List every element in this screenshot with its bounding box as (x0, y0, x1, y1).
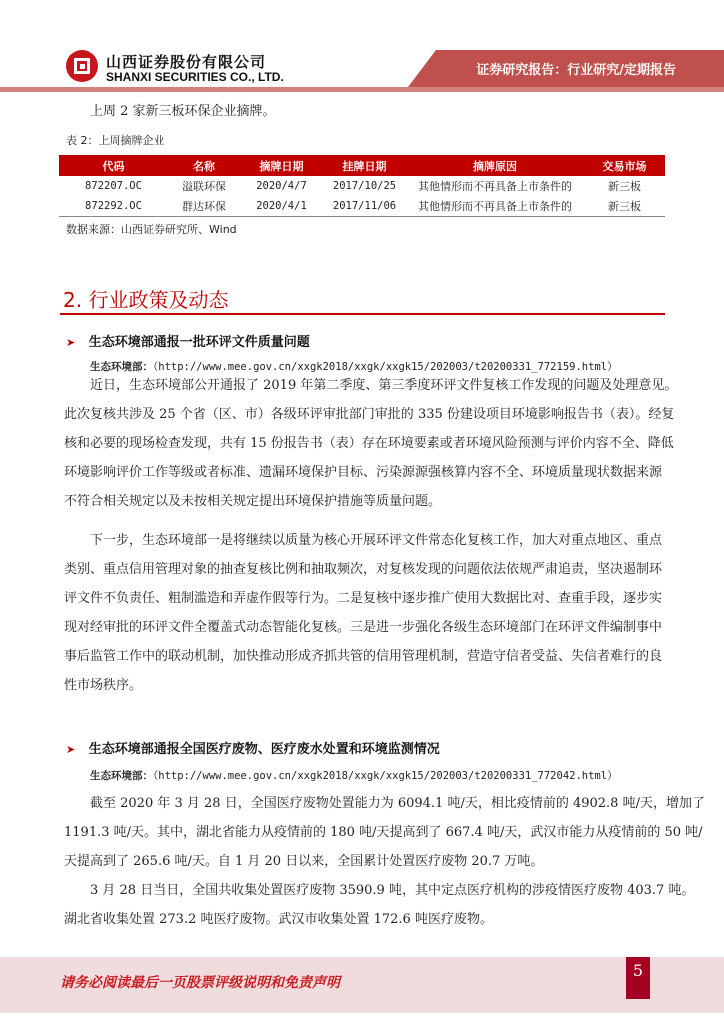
cell-delist-date: 2020/4/7 (256, 180, 307, 192)
news-paragraph (64, 526, 663, 700)
cell-name: 群达环保 (182, 200, 226, 213)
cell-market: 新三板 (608, 180, 641, 193)
arrow-bullet-icon: ➤ (66, 336, 76, 349)
table-row (59, 196, 665, 217)
company-name-en: SHANXI SECURITIES CO., LTD. (106, 70, 284, 84)
paragraph-line: 核和必要的现场检查发现，共有 15 份报告书（表）存在环境要素或者环境风险预测与评价内容不全、降低 (64, 436, 674, 451)
paragraph-line: 环境影响评价工作等级或者标准、遗漏环境保护目标、污染源源强核算内容不全、环境质量现状数据来源 (64, 465, 663, 480)
col-header: 名称 (168, 155, 240, 176)
news-paragraph (64, 789, 705, 876)
paragraph-line: 天提高到了 265.6 吨/天。自 1 月 20 日以来，全国累计处置医疗废物 20.7 万吨。 (64, 854, 544, 869)
cell-code: 872207.OC (85, 180, 142, 192)
intro-text: 上周 2 家新三板环保企业摘牌。 (90, 104, 276, 119)
table-row (59, 176, 665, 196)
col-header: 挂牌日期 (323, 155, 406, 176)
news-item-1-title (66, 331, 310, 350)
cell-delist-date: 2020/4/1 (256, 200, 307, 212)
cell-code: 872292.OC (85, 200, 142, 212)
col-header: 代码 (59, 155, 168, 176)
news-item-2-title (66, 738, 440, 757)
paragraph-line: 事后监管工作中的联动机制，加快推动形成齐抓共管的信用管理机制，营造守信者受益、失信者难行的良 (64, 649, 663, 664)
header-divider (0, 87, 724, 92)
table-header-row (59, 155, 665, 176)
news-paragraph (64, 371, 678, 516)
disclaimer-note: 请务必阅读最后一页股票评级说明和免责声明 (60, 975, 340, 991)
paragraph-line: 近日，生态环境部公开通报了 2019 年第二季度、第三季度环评文件复核工作发现的问题及处理意见。 (90, 378, 678, 393)
news-title: 生态环境部通报一批环评文件质量问题 (88, 335, 310, 350)
section-heading: 2. 行业政策及动态 (63, 288, 229, 312)
news-source (90, 768, 618, 783)
col-header: 摘牌日期 (240, 155, 323, 176)
col-header: 摘牌原因 (406, 155, 584, 176)
table-caption: 表 2：上周摘牌企业 (66, 134, 165, 147)
company-name-cn: 山西证券股份有限公司 (106, 53, 267, 71)
table-source: 数据来源：山西证券研究所、Wind (66, 223, 237, 236)
cell-market: 新三板 (608, 200, 641, 213)
paragraph-line: 现对经审批的环评文件全覆盖式动态智能化复核。三是进一步强化各级生态环境部门在环评文件编制事中 (64, 620, 663, 635)
source-url[interactable]: （http://www.mee.gov.cn/xxgk2018/xxgk/xxgk15/202003/t20200331_772159.html） (153, 361, 618, 373)
paragraph-line: 3 月 28 日当日，全国共收集处置医疗废物 3590.9 吨，其中定点医疗机构的涉疫情医疗废物 403.7 吨。 (90, 883, 695, 898)
news-title: 生态环境部通报全国医疗废物、医疗废水处置和环境监测情况 (88, 742, 440, 757)
paragraph-line: 性市场秩序。 (64, 678, 143, 693)
cell-list-date: 2017/11/06 (332, 200, 397, 212)
cell-name: 溢联环保 (182, 180, 226, 193)
arrow-bullet-icon: ➤ (66, 743, 76, 756)
cell-reason: 其他情形而不再具备上市条件的 (418, 180, 572, 193)
page-number: 5 (626, 957, 650, 999)
paragraph-line: 湖北省收集处置 273.2 吨医疗废物。武汉市收集处置 172.6 吨医疗废物。 (64, 912, 493, 927)
paragraph-line: 1191.3 吨/天。其中，湖北省能力从疫情前的 180 吨/天提高到了 667.4 吨/天，武汉市能力从疫情前的 50 吨/ (64, 825, 703, 840)
paragraph-line: 不符合相关规定以及未按相关规定提出环境保护措施等质量问题。 (64, 494, 442, 509)
section-divider (60, 313, 665, 315)
report-type: 证券研究报告：行业研究/定期报告 (476, 63, 676, 78)
source-label: 生态环境部： (90, 770, 153, 782)
cell-list-date: 2017/10/25 (332, 180, 397, 192)
news-paragraph (64, 876, 695, 934)
paragraph-line: 截至 2020 年 3 月 28 日，全国医疗废物处置能力为 6094.1 吨/天，相比疫情前的 4902.8 吨/天，增加了 (90, 796, 705, 811)
col-header: 交易市场 (584, 155, 665, 176)
delisted-companies-table (59, 155, 665, 217)
paragraph-line: 此次复核共涉及 25 个省（区、市）各级环评审批部门审批的 335 份建设项目环境影响报告书（表）。经复 (64, 407, 675, 422)
cell-reason: 其他情形而不再具备上市条件的 (418, 200, 572, 213)
paragraph-line: 类别、重点信用管理对象的抽查复核比例和抽取频次，对复核发现的问题依法依规严肃追责，坚决遏制环 (64, 562, 663, 577)
paragraph-line: 下一步，生态环境部一是将继续以质量为核心开展环评文件常态化复核工作，加大对重点地区、重点 (90, 533, 663, 548)
paragraph-line: 评文件不负责任、粗制滥造和弄虚作假等行为。二是复核中逐步推广使用大数据比对、查重手段，逐步实 (64, 591, 663, 606)
company-logo-icon (66, 50, 98, 82)
source-label: 生态环境部： (90, 361, 153, 373)
source-url[interactable]: （http://www.mee.gov.cn/xxgk2018/xxgk/xxgk15/202003/t20200331_772042.html） (153, 770, 618, 782)
